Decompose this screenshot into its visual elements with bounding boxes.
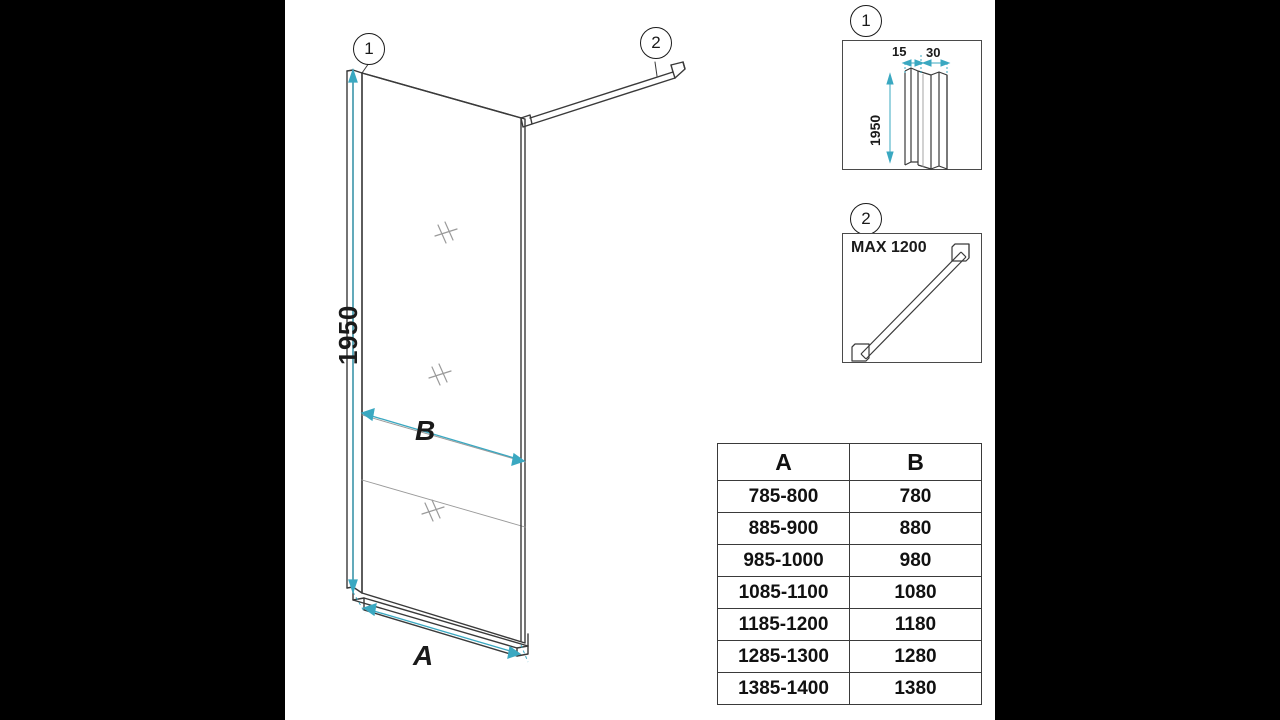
table-cell-a: 1385-1400 — [718, 673, 850, 705]
glass-width-dimension-label: B — [415, 415, 436, 446]
drawing-sheet — [285, 0, 995, 720]
detail-1-callout-marker[interactable]: 1 — [850, 5, 882, 37]
table-cell-b: 780 — [850, 481, 982, 513]
main-height-dimension-label: 1950 — [333, 305, 363, 365]
table-header-b: B — [850, 444, 982, 481]
detail-1-box — [842, 40, 982, 170]
table-cell-a: 785-800 — [718, 481, 850, 513]
table-cell-b: 980 — [850, 545, 982, 577]
detail-2-box — [842, 233, 982, 363]
detail-2-callout-marker[interactable]: 2 — [850, 203, 882, 235]
table-header-a: A — [718, 444, 850, 481]
table-row — [718, 609, 982, 641]
table-row — [718, 641, 982, 673]
table-cell-a: 1285-1300 — [718, 641, 850, 673]
dimension-table — [717, 443, 982, 705]
table-cell-a: 1185-1200 — [718, 609, 850, 641]
detail-1-dim-right: 30 — [926, 45, 941, 60]
table-row — [718, 577, 982, 609]
table-cell-a: 885-900 — [718, 513, 850, 545]
table-row — [718, 673, 982, 705]
detail-1-svg — [843, 41, 983, 171]
table-cell-b: 1380 — [850, 673, 982, 705]
callout-marker-1[interactable]: 1 — [353, 33, 385, 65]
table-cell-b: 1080 — [850, 577, 982, 609]
table-cell-b: 880 — [850, 513, 982, 545]
overall-width-dimension-label: A — [413, 640, 434, 671]
table-row — [718, 545, 982, 577]
table-cell-b: 1180 — [850, 609, 982, 641]
table-row — [718, 513, 982, 545]
table-cell-a: 1085-1100 — [718, 577, 850, 609]
detail-1-dim-height: 1950 — [867, 114, 883, 146]
detail-1-dim-left: 15 — [892, 44, 907, 59]
table-cell-a: 985-1000 — [718, 545, 850, 577]
table-cell-b: 1280 — [850, 641, 982, 673]
detail-2-max-label: MAX 1200 — [851, 239, 927, 256]
table-header-row — [718, 444, 982, 481]
table-row — [718, 481, 982, 513]
callout-marker-2[interactable]: 2 — [640, 27, 672, 59]
